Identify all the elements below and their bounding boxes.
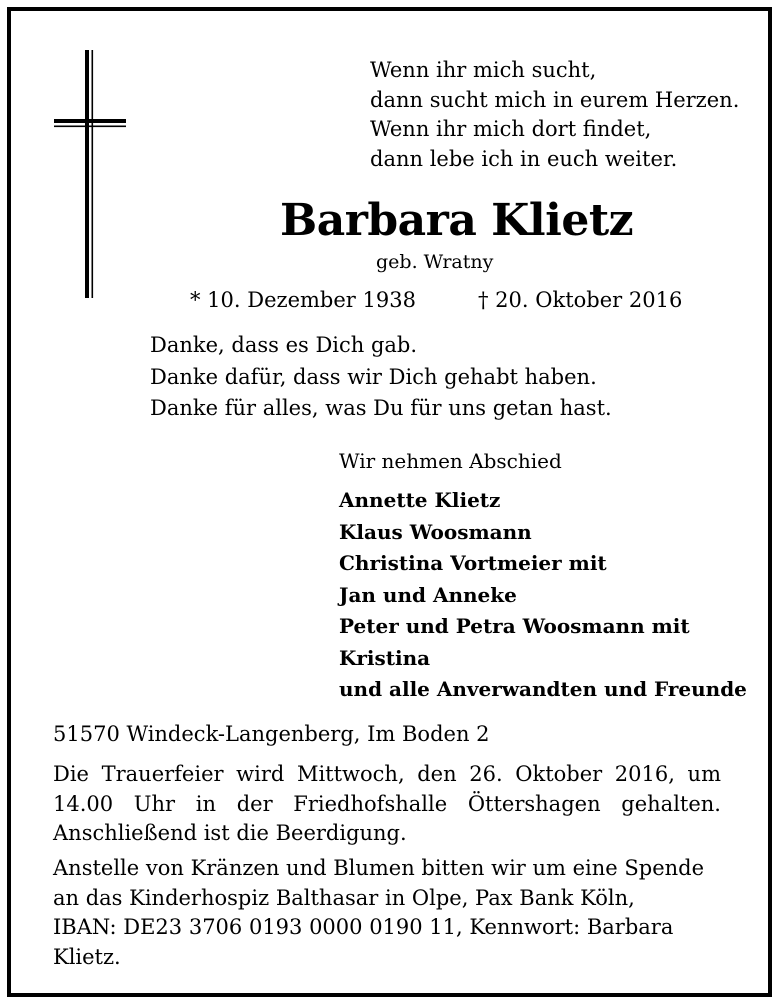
donation-line: IBAN: DE23 3706 0193 0000 0190 11, Kennwort: Barbara Klietz. (53, 915, 674, 969)
poem-line: dann sucht mich in eurem Herzen. (370, 87, 740, 112)
farewell-intro: Wir nehmen Abschied (339, 449, 562, 473)
mourner: Kristina (339, 645, 431, 670)
thanks-line: Danke für alles, was Du für uns getan hast. (150, 396, 612, 420)
poem-line: Wenn ihr mich sucht, (370, 58, 597, 82)
address: 51570 Windeck-Langenberg, Im Boden 2 (53, 722, 490, 746)
mourner: Christina Vortmeier mit (339, 551, 607, 575)
mourner: und alle Anverwandten und Freunde (339, 677, 747, 701)
mourner: Peter und Petra Woosmann mit (339, 614, 690, 638)
donation-line: an das Kinderhospiz Balthasar in Olpe, Pax Bank Köln, (53, 885, 635, 910)
thanks-line: Danke dafür, dass wir Dich gehabt haben. (150, 364, 597, 389)
poem-line: Wenn ihr mich dort findet, (370, 117, 652, 142)
cross-icon (50, 50, 130, 300)
poem-line: dann lebe ich in euch weiter. (370, 147, 678, 172)
maiden-name: geb. Wratny (376, 251, 494, 273)
thanks-text (150, 330, 612, 425)
mourners-list (339, 485, 747, 706)
deceased-name: Barbara Klietz (280, 195, 634, 246)
mourner: Jan und Anneke (339, 582, 517, 607)
service-info: Die Trauerfeier wird Mittwoch, den 26. Oktober 2016, um 14.00 Uhr in der Friedhofshalle Öttershagen gehalten. Anschließend ist die Beerdigung. (53, 762, 721, 845)
mourner: Annette Klietz (339, 488, 501, 512)
thanks-line: Danke, dass es Dich gab. (150, 333, 418, 357)
poem (370, 56, 739, 175)
death-date: † 20. Oktober 2016 (478, 288, 683, 312)
mourner: Klaus Woosmann (339, 519, 532, 544)
birth-date: * 10. Dezember 1938 (190, 288, 416, 312)
donation-line: Anstelle von Kränzen und Blumen bitten wir um eine Spende (53, 856, 705, 880)
donation-info (53, 854, 721, 972)
